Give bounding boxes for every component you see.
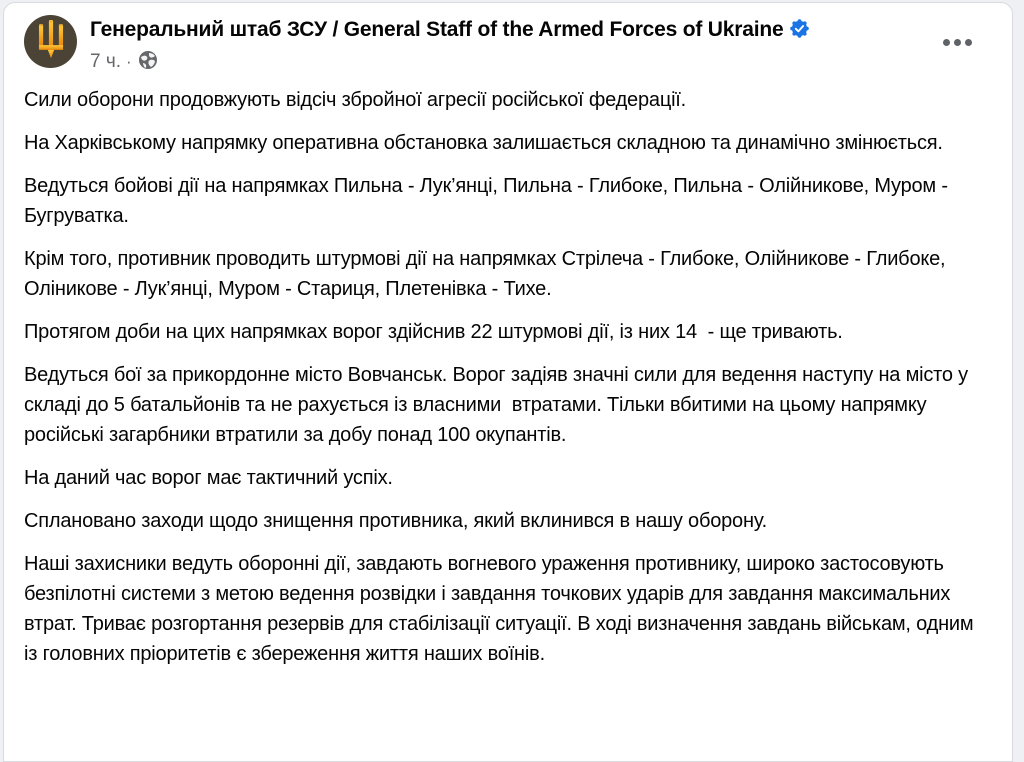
verified-badge-icon <box>790 19 809 43</box>
post-paragraph: Ведуться бої за прикордонне місто Вовчанськ. Ворог задіяв значні сили для ведення наступу на місто у складі до 5 батальйонів та не рахується із власними втратами. Тільки вбитими на цьому напрямку російські загарбники втратили за добу понад 100 окупантів. <box>24 364 974 446</box>
page-avatar[interactable] <box>24 15 77 68</box>
ellipsis-more-icon <box>943 39 950 46</box>
post-paragraph: Крім того, противник проводить штурмові дії на напрямках Стрілеча - Глибоке, Олійникове - Глибоке, Оліникове - Лук’янці, Муром - Стариця, Плетенівка - Тихе. <box>24 248 951 300</box>
post-text <box>4 76 1012 702</box>
trident-emblem-icon <box>34 20 68 64</box>
facebook-post-card <box>3 2 1013 762</box>
post-paragraph: Ведуться бойові дії на напрямках Пильна - Лук’янці, Пильна - Глибоке, Пильна - Олійникове, Муром - Бугруватка. <box>24 175 954 227</box>
more-options-button[interactable] <box>933 25 982 60</box>
header-text <box>90 15 933 76</box>
globe-public-icon <box>138 50 158 76</box>
post-header <box>4 3 1012 76</box>
timestamp-link[interactable]: 7 ч. <box>90 51 122 72</box>
post-meta <box>90 48 933 76</box>
page-name-link[interactable]: Генеральний штаб ЗСУ / General Staff of the Armed Forces of Ukraine <box>90 18 784 41</box>
post-paragraph: На Харківському напрямку оперативна обстановка залишається складною та динамічно змінюється. <box>24 132 943 154</box>
meta-separator: · <box>126 52 132 71</box>
post-paragraph: Сплановано заходи щодо знищення противника, який вклинився в нашу оборону. <box>24 510 767 532</box>
post-paragraph: На даний час ворог має тактичний успіх. <box>24 467 393 489</box>
name-row <box>90 17 933 43</box>
post-paragraph: Наші захисники ведуть оборонні дії, завдають вогневого ураження противнику, широко застосовують безпілотні системи з метою ведення розвідки і завдання точкових ударів для завдання максимальних втрат. Триває розгортання резервів для стабілізації ситуації. В ході визначення завдань військам, одним із головних пріоритетів є збереження життя наших воїнів. <box>24 553 979 665</box>
post-paragraph: Протягом доби на цих напрямках ворог здійснив 22 штурмові дії, із них 14 - ще тривають. <box>24 321 843 343</box>
post-paragraph: Сили оборони продовжують відсіч збройної агресії російської федерації. <box>24 89 687 111</box>
